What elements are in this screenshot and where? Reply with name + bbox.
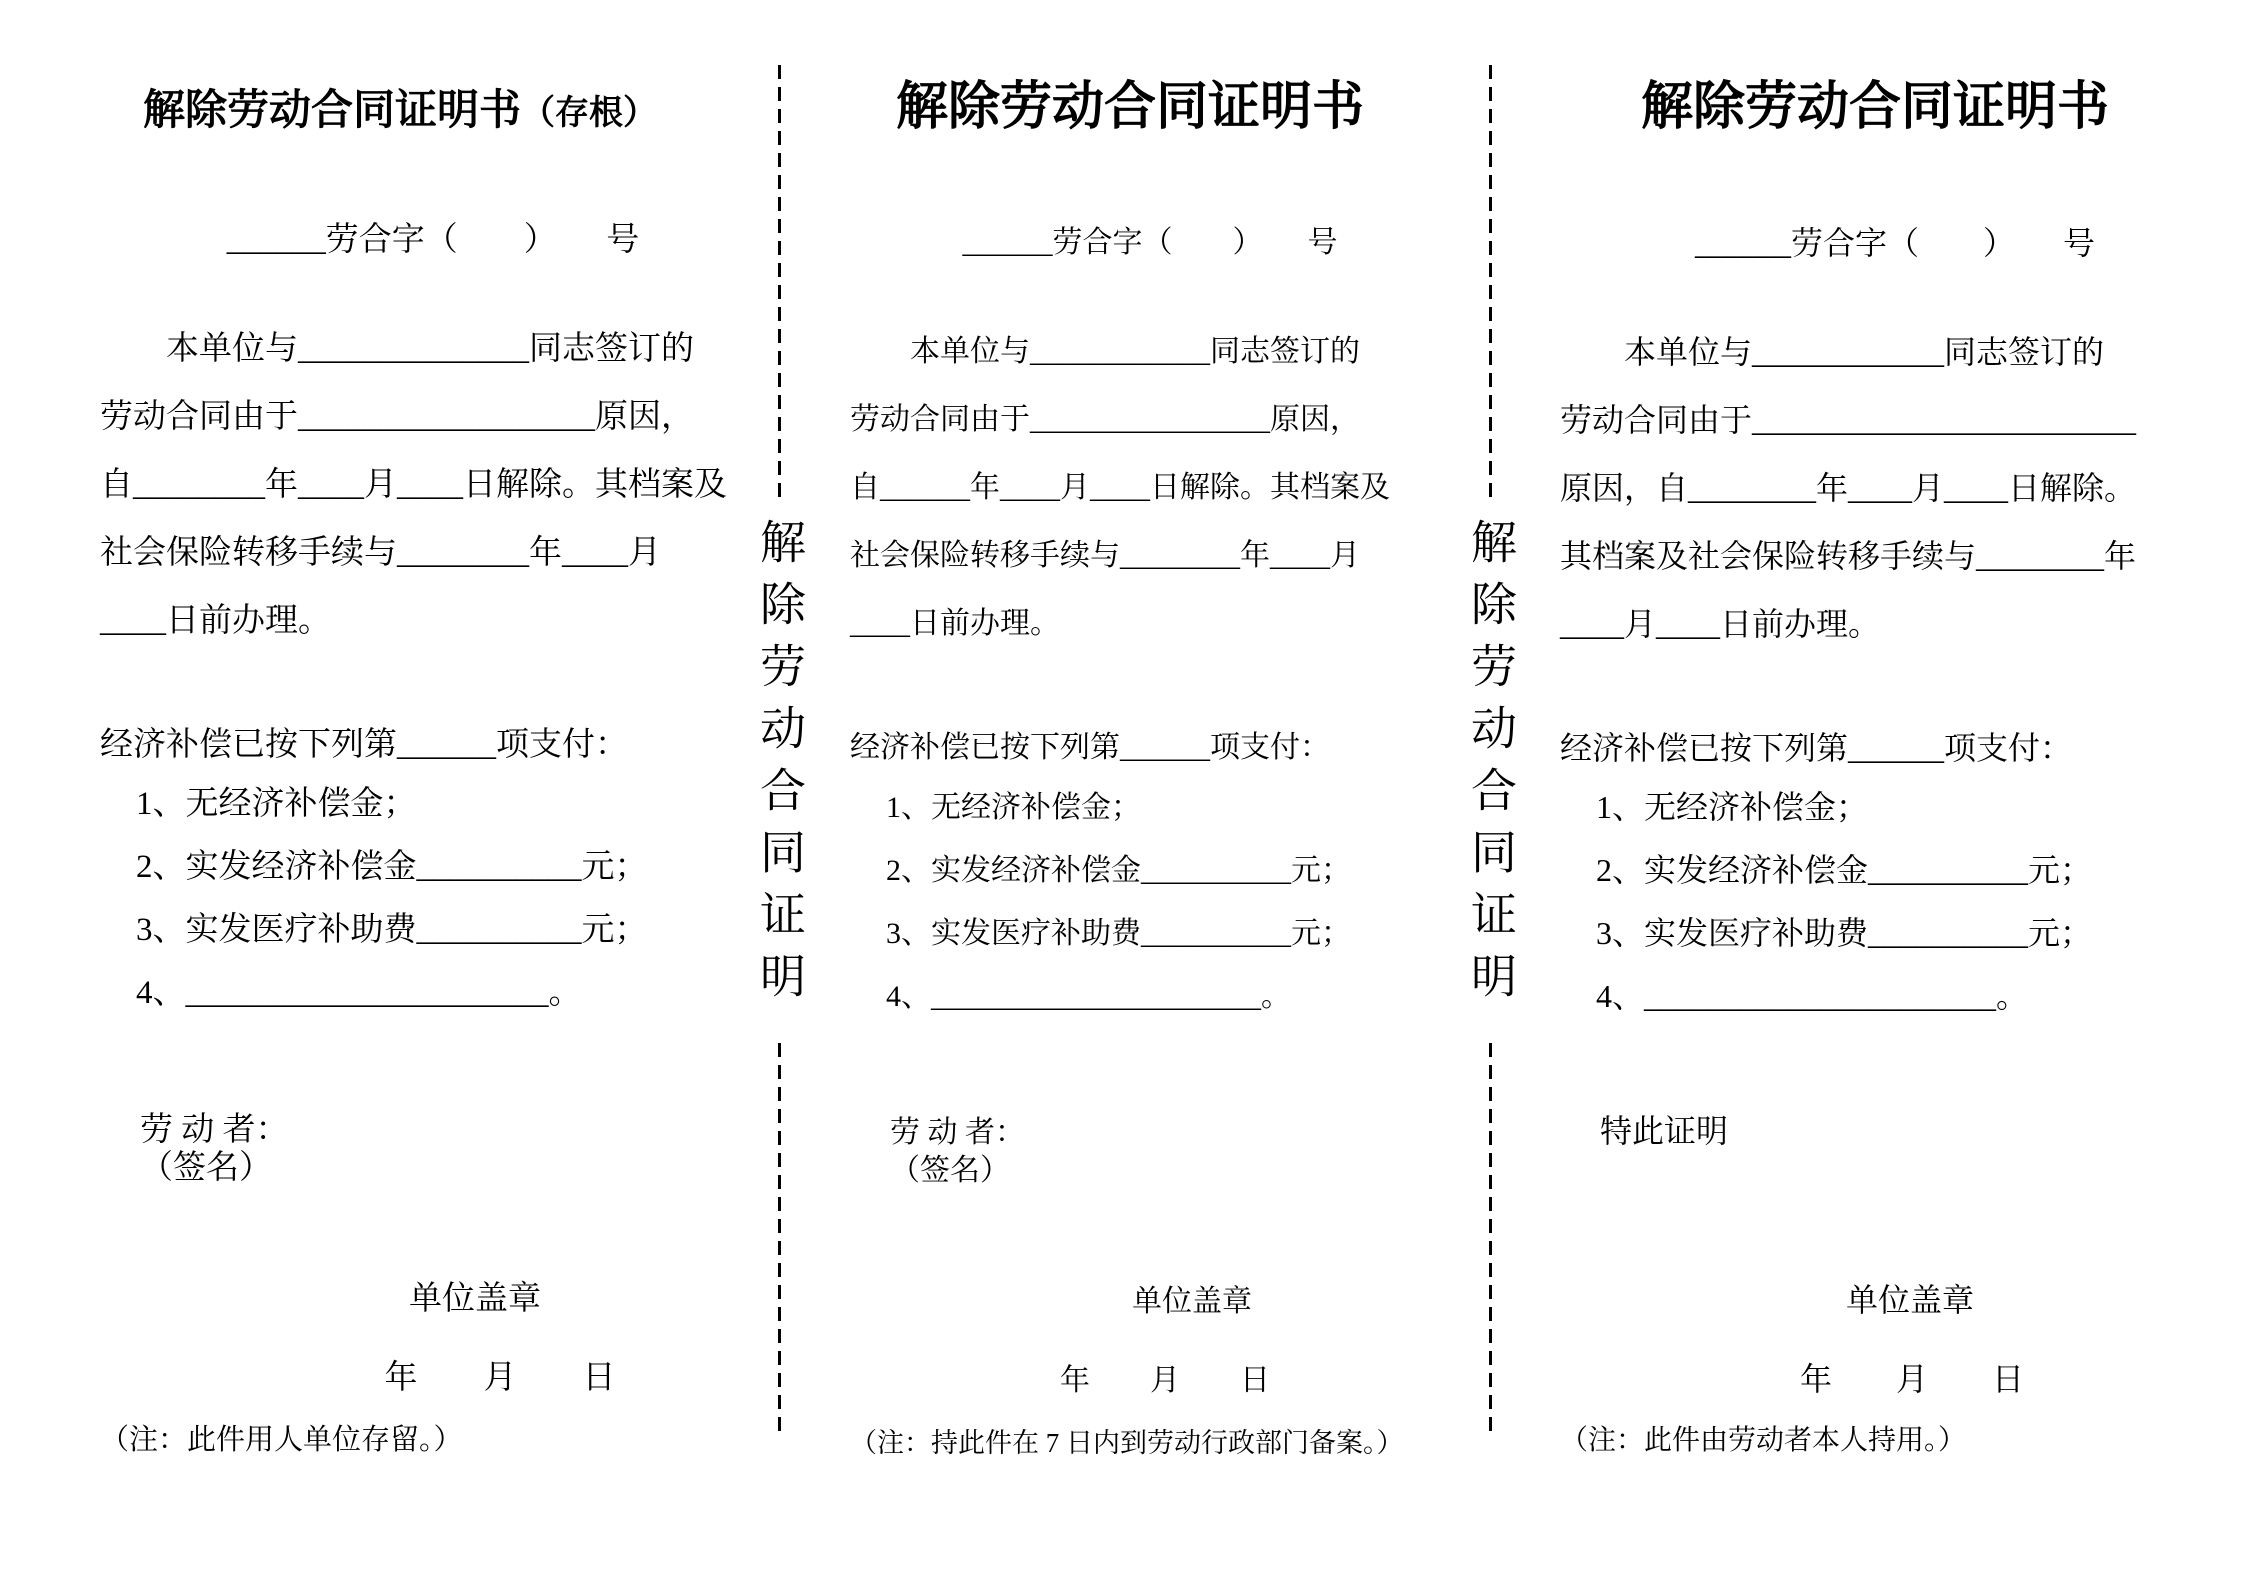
- compensation-heading: 经济补偿已按下列第______项支付：: [100, 727, 628, 763]
- form-title-text: 解除劳动合同证明书: [142, 88, 521, 134]
- ref-number-line: ______劳合字（ ） 号: [962, 226, 1338, 259]
- dashed-cut-line-top-2: [1489, 65, 1492, 505]
- body-line: 其档案及社会保险转移手续与________年: [1560, 538, 2137, 574]
- signature-label: （签名）: [890, 1154, 1010, 1187]
- date-line: 年 月 日: [384, 1360, 616, 1396]
- compensation-item: 3、实发医疗补助费__________元；: [886, 917, 1351, 950]
- worker-label: 劳 动 者：: [140, 1112, 289, 1148]
- compensation-heading: 经济补偿已按下列第______项支付：: [1560, 730, 2073, 766]
- compensation-item: 3、实发医疗补助费__________元；: [136, 912, 648, 948]
- body-line: ____月____日前办理。: [1560, 606, 1881, 642]
- compensation-items: [1560, 776, 2190, 1028]
- form-title: [850, 80, 1410, 142]
- footnote: （注：此件用人单位存留。）: [100, 1424, 463, 1456]
- body-line: 本单位与____________同志签订的: [1624, 334, 2105, 370]
- compensation-heading: 经济补偿已按下列第______项支付：: [850, 731, 1330, 764]
- compensation-item: 4、______________________。: [136, 975, 582, 1011]
- form-copy-worker: [1560, 0, 2190, 1587]
- body-line: 劳动合同由于________________原因，: [850, 403, 1360, 436]
- compensation-item: 4、______________________。: [886, 980, 1291, 1013]
- certify-label: 特此证明: [1600, 1113, 1729, 1149]
- form-title: [100, 85, 700, 140]
- compensation-item: 2、实发经济补偿金__________元；: [886, 854, 1351, 887]
- divider-vertical-title-2: 解除劳动合同证明: [1465, 518, 1516, 1014]
- ref-number-line: ______劳合字（ ） 号: [226, 222, 640, 258]
- worker-label: 劳 动 者：: [890, 1116, 1025, 1149]
- dashed-cut-line-top-1: [778, 65, 781, 505]
- compensation-item: 2、实发经济补偿金__________元；: [1596, 852, 2093, 888]
- compensation-item: 4、______________________。: [1596, 978, 2029, 1014]
- unit-seal-label: 单位盖章: [409, 1281, 541, 1317]
- divider-vertical-title-1: 解除劳动合同证明: [754, 518, 805, 1014]
- body-line: 自________年____月____日解除。其档案及: [100, 467, 727, 503]
- body-line: 自______年____月____日解除。其档案及: [850, 471, 1390, 504]
- compensation-item: 2、实发经济补偿金__________元；: [136, 849, 648, 885]
- footnote: （注：此件由劳动者本人持用。）: [1560, 1425, 1967, 1456]
- ref-number-line: ______劳合字（ ） 号: [1694, 225, 2095, 261]
- body-line: 本单位与____________同志签订的: [910, 335, 1360, 368]
- body-line: 社会保险转移手续与________年____月: [850, 539, 1360, 572]
- compensation-item: 1、无经济补偿金；: [136, 786, 417, 822]
- form-title-suffix: （存根）: [521, 95, 657, 132]
- body-paragraph: [1560, 318, 2190, 658]
- body-line: 劳动合同由于__________________原因，: [100, 399, 694, 435]
- body-line: 原因，自________年____月____日解除。: [1560, 470, 2137, 506]
- body-line: 劳动合同由于________________________: [1560, 402, 2137, 438]
- form-title-text: 解除劳动合同证明书: [1640, 79, 2109, 136]
- dashed-cut-line-bottom-1: [778, 1043, 781, 1433]
- footnote: （注：持此件在 7 日内到劳动行政部门备案。）: [850, 1428, 1404, 1458]
- form-copy-filing: [850, 0, 1410, 1587]
- body-line: 社会保险转移手续与________年____月: [100, 535, 661, 571]
- date-line: 年 月 日: [1060, 1364, 1270, 1397]
- body-paragraph: [100, 315, 727, 655]
- body-line: 本单位与______________同志签订的: [166, 331, 694, 367]
- form-title: [1560, 80, 2190, 142]
- compensation-items: [100, 773, 700, 1025]
- unit-seal-label: 单位盖章: [1132, 1285, 1252, 1318]
- compensation-item: 3、实发医疗补助费__________元；: [1596, 915, 2093, 951]
- compensation-items: [850, 776, 1410, 1028]
- body-paragraph: [850, 318, 1410, 658]
- unit-seal-label: 单位盖章: [1845, 1282, 1974, 1318]
- form-copy-stub: [100, 0, 727, 1587]
- compensation-item: 1、无经济补偿金；: [1596, 789, 1869, 825]
- body-line: ____日前办理。: [850, 607, 1060, 640]
- compensation-item: 1、无经济补偿金；: [886, 791, 1141, 824]
- body-line: ____日前办理。: [100, 603, 331, 639]
- form-title-text: 解除劳动合同证明书: [895, 79, 1364, 136]
- dashed-cut-line-bottom-2: [1489, 1043, 1492, 1433]
- date-line: 年 月 日: [1799, 1361, 2024, 1397]
- signature-label: （签名）: [140, 1150, 272, 1186]
